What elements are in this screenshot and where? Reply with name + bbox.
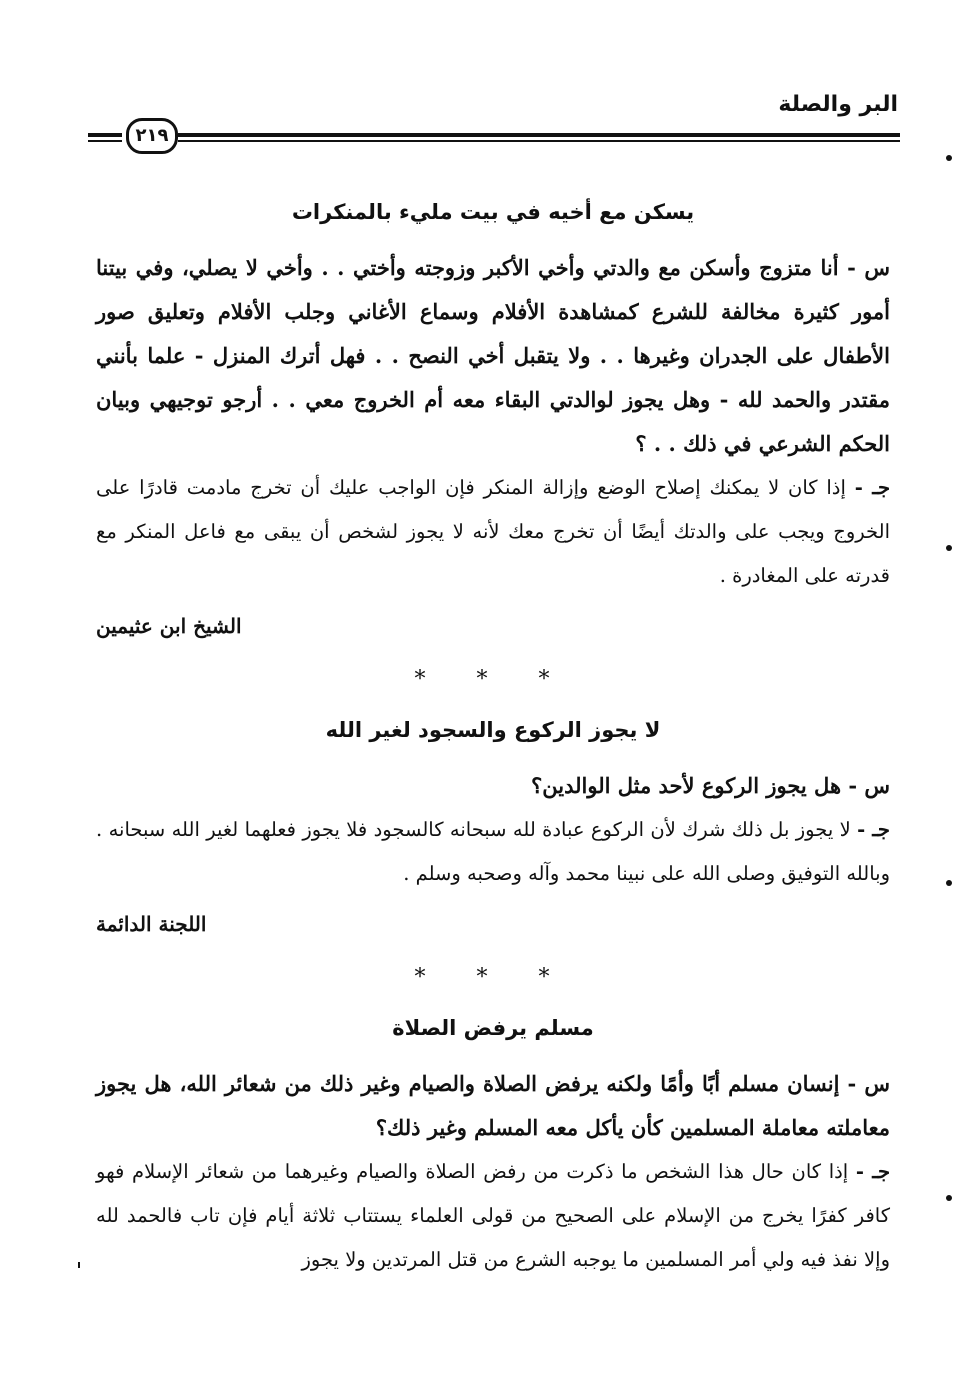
section-separator: * * * <box>414 667 572 692</box>
section-title: لا يجوز الركوع والسجود لغير الله <box>325 718 661 742</box>
question <box>96 246 890 466</box>
scan-edge-mark <box>946 880 952 886</box>
section-1 <box>96 190 890 648</box>
question <box>96 764 890 808</box>
question-text: هل يجوز الركوع لأحد مثل الوالدين؟ <box>531 773 842 798</box>
scan-edge-mark <box>946 155 952 161</box>
scan-edge-mark <box>946 1195 952 1201</box>
section-title: يسكن مع أخيه في بيت مليء بالمنكرات <box>291 200 695 224</box>
section-title: مسلم يرفض الصلاة <box>392 1016 594 1040</box>
scan-artifact <box>78 1262 80 1268</box>
answer-text: إذا كان حال هذا الشخص ما ذكرت من رفض الصلاة والصيام وغيرهما من شعائر الإسلام فهو كافر كفرًا يخرج من الإسلام على الصحيح من قولى العلماء يستتاب ثلاثة أيام فإن تاب فالحمد لله وإلا نفذ فيه ولي أمر المسلمين ما يوجبه الشرع من قتل المرتدين ولا يجوز <box>96 1160 890 1271</box>
answer-label: جـ - <box>854 476 891 499</box>
question <box>96 1062 890 1150</box>
header-rule-left <box>88 133 122 137</box>
section-separator: * * * <box>414 965 572 990</box>
question-text: إنسان مسلم أبًا وأمًا ولكنه يرفض الصلاة والصيام وغير ذلك من شعائر الله، هل يجوز معاملته معاملة المسلمين كأن يأكل معه المسلم وغير ذلك؟ <box>96 1071 890 1140</box>
header-rule-left-thin <box>88 140 122 142</box>
question-text: أنا متزوج وأسكن مع والدتي وأخي الأكبر وزوجته وأختي . . وأخي لا يصلي، وفي بيتنا أمور كثيرة مخالفة للشرع كمشاهدة الأفلام وسماع الأغاني وجلب الأفلام وتعليق صور الأطفال على الجدران وغيرها . . ولا يتقبل أخي النصح . . فهل أترك المنزل - علما بأنني مقتدر والحمد لله - وهل يجوز لوالدتي البقاء معه أم الخروج معي . . أرجو توجيهي وبيان الحكم الشرعي في ذلك . . ؟ <box>96 255 890 456</box>
question-label: س - <box>847 255 891 280</box>
header-rule <box>178 133 900 137</box>
answer-label: جـ - <box>857 818 890 841</box>
answer-source: الشيخ ابن عثيمين <box>96 614 242 638</box>
answer-source: اللجنة الدائمة <box>96 912 207 936</box>
answer-label: جـ - <box>855 1160 890 1183</box>
page-number: ٢١٩ <box>126 118 178 154</box>
answer-text: لا يجوز بل ذلك شرك لأن الركوع عبادة لله سبحانه كالسجود فلا يجوز فعلهما لغير الله سبحانه . وبالله التوفيق وصلى الله على نبينا محمد وآله وصحبه وسلم . <box>96 818 890 885</box>
page-body <box>96 190 890 1282</box>
question-label: س - <box>847 1071 890 1096</box>
answer-text: إذا كان لا يمكنك إصلاح الوضع وإزالة المنكر فإن الواجب عليك أن تخرج مادمت قادرًا على الخروج ويجب على والدتك أيضًا أن تخرج معك لأنه لا يجوز لشخص أن يبقى مع فاعل المنكر مع قدرته على المغادرة . <box>96 476 890 587</box>
scan-edge-mark <box>946 545 952 551</box>
question-label: س - <box>848 773 890 798</box>
section-2 <box>96 708 890 946</box>
answer <box>96 808 890 896</box>
page-header <box>88 92 898 152</box>
answer <box>96 1150 890 1282</box>
header-rule-thin <box>178 140 900 142</box>
running-title: البر والصلة <box>778 92 898 117</box>
section-3 <box>96 1006 890 1282</box>
answer <box>96 466 890 598</box>
